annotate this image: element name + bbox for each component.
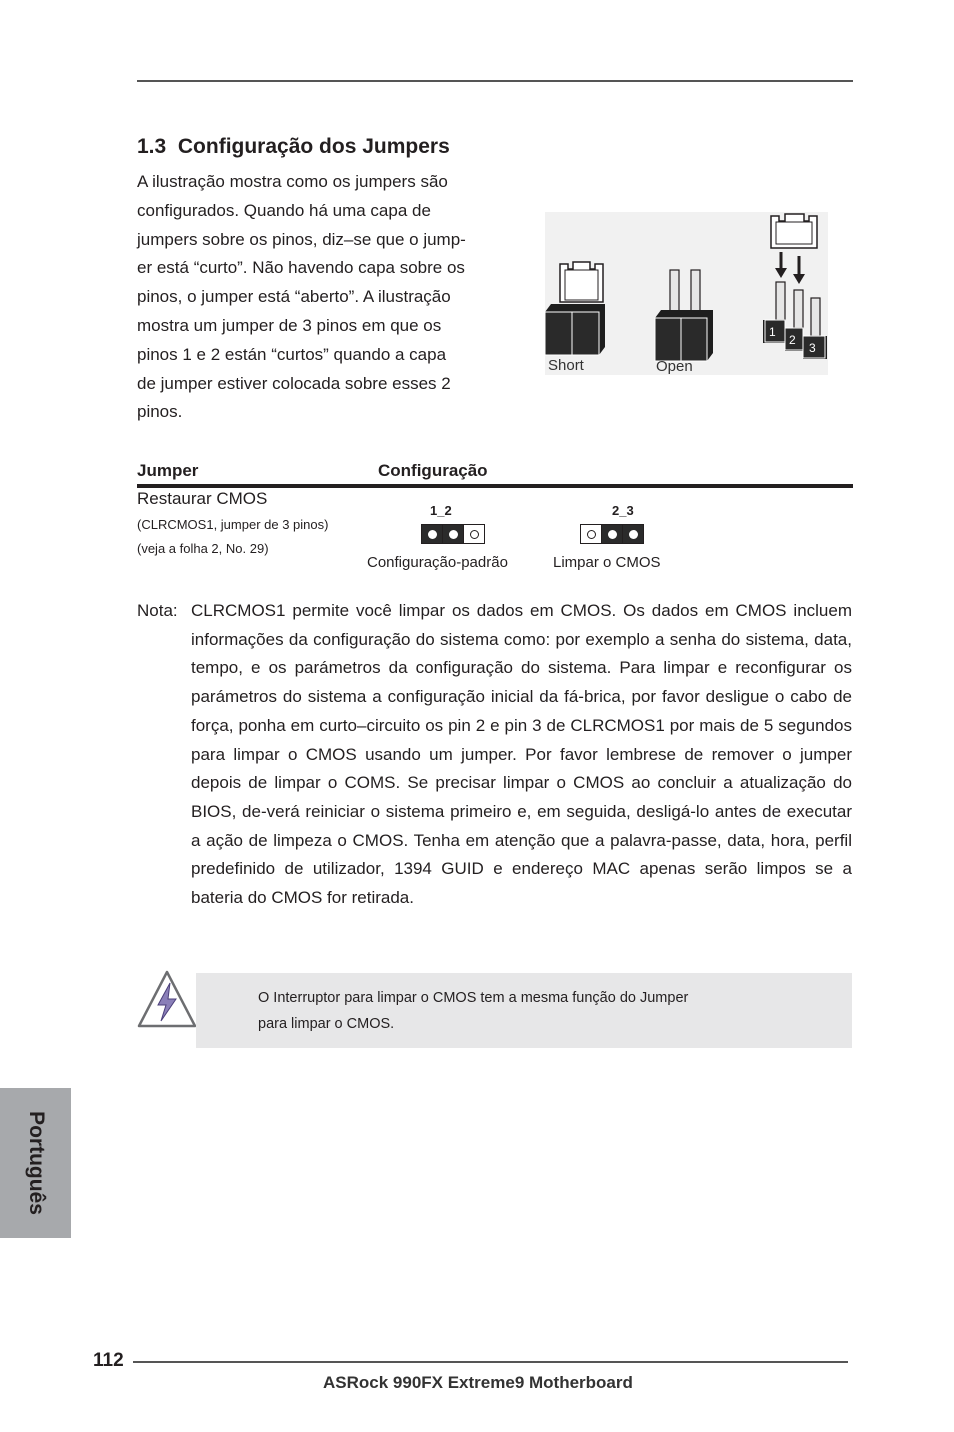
intro-line: jumpers sobre os pinos, diz–se que o jump- [137, 229, 466, 249]
pin-filled-icon [422, 525, 442, 543]
top-rule [137, 80, 853, 82]
option-1-pins: 1_2 [430, 503, 452, 518]
pin-diagram-2-3 [580, 524, 644, 544]
footer-title: ASRock 990FX Extreme9 Motherboard [323, 1373, 633, 1392]
jumper-diagram-icon [545, 212, 828, 375]
page-number: 112 [93, 1350, 124, 1371]
intro-paragraph [137, 168, 511, 427]
intro-line: pinos. [137, 402, 183, 422]
language-tab-label: Português [24, 1111, 48, 1215]
language-tab [0, 1088, 71, 1238]
pin-number-3: 3 [809, 341, 816, 355]
pin-number-1: 1 [769, 325, 776, 339]
warning-lightning-icon [136, 969, 198, 1031]
pin-filled-icon [622, 525, 643, 543]
pin-empty-icon [581, 525, 601, 543]
jumper-name: Restaurar CMOS [137, 489, 268, 508]
pin-filled-icon [601, 525, 622, 543]
table-header-jumper: Jumper [137, 461, 199, 480]
open-jumper-icon [655, 270, 713, 361]
intro-line: er está “curto”. Não havendo capa sobre os [137, 258, 465, 278]
section-number: 1.3 [137, 135, 167, 158]
section-title [137, 135, 450, 159]
bottom-rule [133, 1361, 848, 1363]
option-2-caption: Limpar o CMOS [553, 554, 661, 571]
intro-line: pinos 1 e 2 están “curtos” quando a capa [137, 344, 447, 364]
note-prefix: Nota: [137, 601, 178, 620]
table-header-config: Configuração [378, 461, 488, 480]
jumper-illustration [545, 212, 828, 375]
table-rule [137, 484, 853, 488]
intro-line: configurados. Quando há uma capa de [137, 200, 431, 220]
warning-text [258, 985, 778, 1037]
intro-line: mostra um jumper de 3 pinos em que os [137, 315, 442, 335]
warning-line: O Interruptor para limpar o CMOS tem a mesma função do Jumper [258, 990, 689, 1006]
pin-number-2: 2 [789, 333, 796, 347]
intro-line: de jumper estiver colocada sobre esses 2 [137, 373, 451, 393]
three-pin-jumper-icon [763, 214, 827, 359]
note-body: CLRCMOS1 permite você limpar os dados em CMOS. Os dados em CMOS incluem informações da configuração do sistema como: por exemplo a senha do sistema, data, tempo, e os parámetros da configuração do sistema. Para limpar e reconfigurar os parámetros do sistema a configuração inicial da fá-brica, por favor desligue o cabo de força, ponha em curto–circuito os pin 2 e pin 3 de CLRCMOS1 por mais de 5 segundos para limpar o CMOS usando um jumper. Por favor lembrese de remover o jumper depois de limpar o COMS. Se precisar limpar o CMOS ao concluir a atualização do BIOS, de-verá reiniciar o sistema primeiro e, em seguida, desligá-lo antes de executar a ação de limpeza o CMOS. Tenha em atenção que a palavra-passe, data, hora, perfil predefinido de utilizador, 1394 GUID e endereço MAC apenas serão limpos se a bateria do CMOS for retirada. [191, 601, 852, 908]
section-title-text: Configuração dos Jumpers [177, 135, 450, 158]
pin-diagram-1-2 [421, 524, 485, 544]
jumper-reference: (veja a folha 2, No. 29) [137, 541, 269, 556]
intro-line: A ilustração mostra como os jumpers são [137, 172, 448, 191]
short-jumper-icon [545, 262, 605, 355]
jumper-detail: (CLRCMOS1, jumper de 3 pinos) [137, 517, 329, 532]
intro-line: pinos, o jumper está “aberto”. A ilustração [137, 287, 451, 307]
warning-line: para limpar o CMOS. [258, 1016, 395, 1032]
pin-filled-icon [442, 525, 463, 543]
option-1-caption: Configuração-padrão [367, 554, 508, 571]
short-label: Short [548, 357, 584, 374]
open-label: Open [656, 358, 693, 375]
option-2-pins: 2_3 [612, 503, 634, 518]
pin-empty-icon [463, 525, 484, 543]
